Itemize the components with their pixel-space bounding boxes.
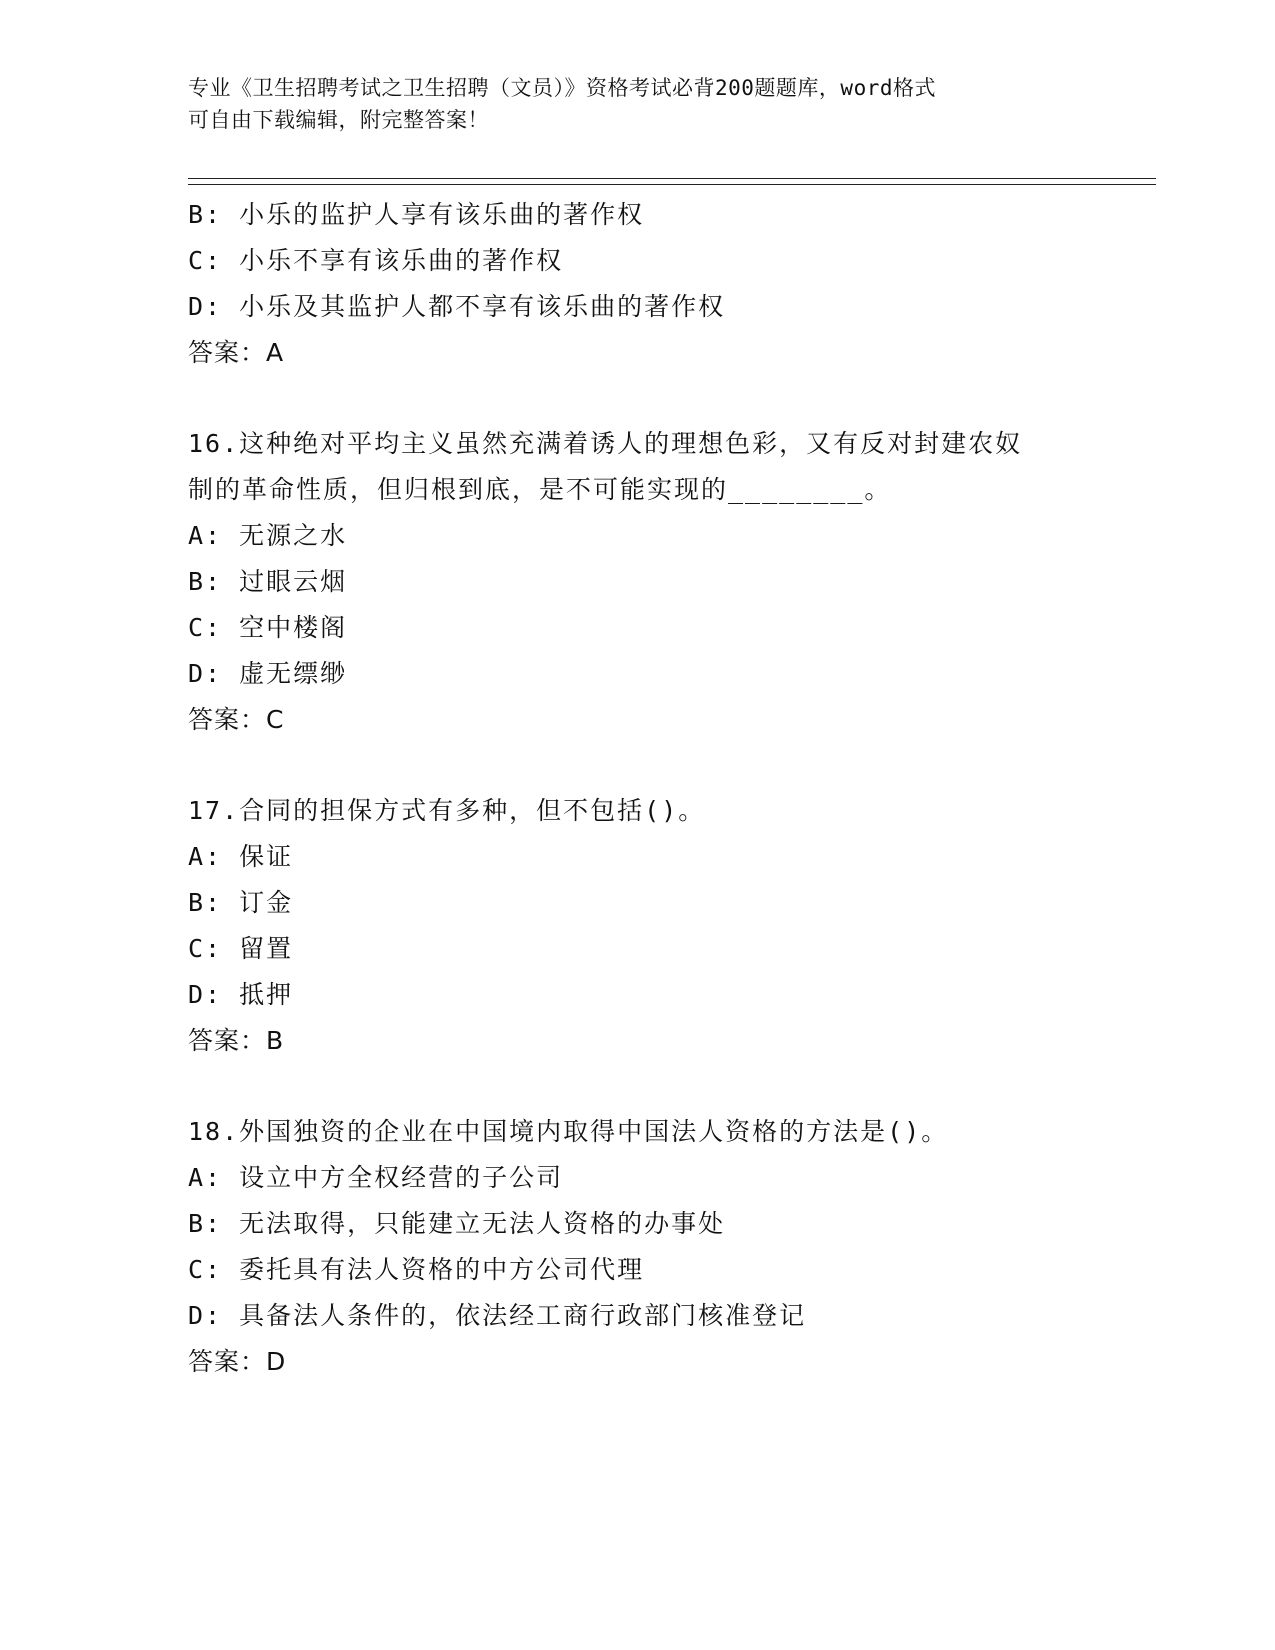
option-b: B: 订金: [188, 888, 294, 917]
answer-line: 答案：B: [188, 1026, 285, 1055]
header-line: 专业《卫生招聘考试之卫生招聘（文员）》资格考试必背200题题库，word格式: [188, 76, 936, 100]
option-d: D: 抵押: [188, 980, 294, 1009]
header-divider: [188, 184, 1156, 185]
question-stem: 18.外国独资的企业在中国境内取得中国法人资格的方法是()。: [188, 1117, 949, 1146]
option-c: C: 委托具有法人资格的中方公司代理: [188, 1255, 645, 1284]
option-c: C: 小乐不享有该乐曲的著作权: [188, 246, 564, 275]
question-list: [188, 192, 1088, 1385]
question-stem: 制的革命性质，但归根到底，是不可能实现的________。: [188, 475, 892, 504]
option-c: C: 空中楼阁: [188, 613, 348, 642]
question-stem: 17.合同的担保方式有多种，但不包括()。: [188, 796, 706, 825]
answer-line: 答案：A: [188, 338, 285, 367]
question-block: [188, 192, 1088, 376]
page-header: [188, 72, 1088, 136]
option-a: A: 设立中方全权经营的子公司: [188, 1163, 564, 1192]
header-divider: [188, 178, 1156, 179]
question-block: [188, 421, 1088, 743]
answer-line: 答案：C: [188, 705, 285, 734]
question-stem: 16.这种绝对平均主义虽然充满着诱人的理想色彩，又有反对封建农奴: [188, 429, 1023, 458]
option-c: C: 留置: [188, 934, 294, 963]
option-a: A: 无源之水: [188, 521, 348, 550]
question-block: [188, 788, 1088, 1064]
option-b: B: 过眼云烟: [188, 567, 348, 596]
option-d: D: 具备法人条件的，依法经工商行政部门核准登记: [188, 1301, 807, 1330]
answer-line: 答案：D: [188, 1347, 287, 1376]
option-d: D: 小乐及其监护人都不享有该乐曲的著作权: [188, 292, 726, 321]
option-b: B: 小乐的监护人享有该乐曲的著作权: [188, 200, 645, 229]
option-d: D: 虚无缥缈: [188, 659, 348, 688]
question-block: [188, 1109, 1088, 1385]
option-b: B: 无法取得，只能建立无法人资格的办事处: [188, 1209, 726, 1238]
option-a: A: 保证: [188, 842, 294, 871]
header-line: 可自由下载编辑，附完整答案！: [188, 108, 489, 132]
